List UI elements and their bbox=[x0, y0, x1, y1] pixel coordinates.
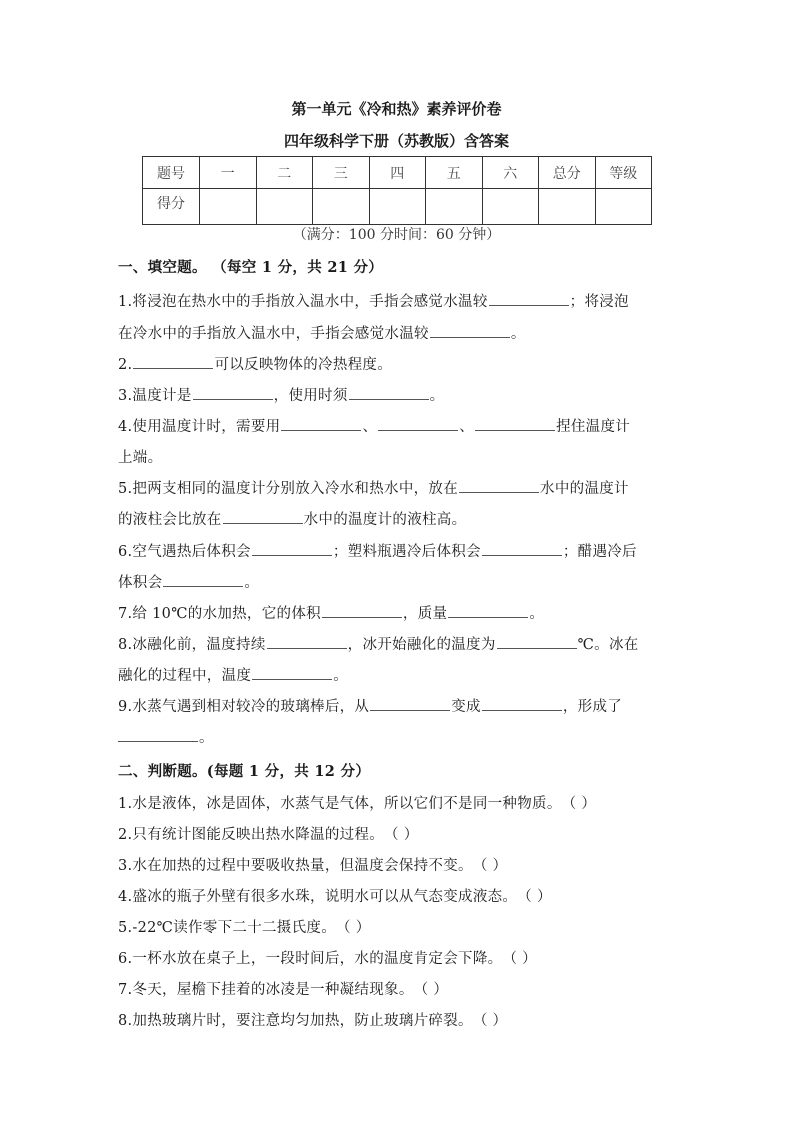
section2-heading: 二、判断题。(每题 1 分，共 12 分） bbox=[118, 763, 371, 780]
line-text: 6.空气遇热后体积会 bbox=[118, 544, 251, 560]
answer-blank[interactable] bbox=[482, 698, 562, 711]
judge-item bbox=[118, 978, 448, 999]
header-cell: 二 bbox=[256, 157, 313, 189]
fill-line bbox=[118, 695, 622, 716]
fill-line bbox=[118, 290, 629, 311]
line-text: 1.将浸泡在热水中的手指放入温水中，手指会感觉水温较 bbox=[118, 294, 488, 310]
judge-text: 1.水是液体，冰是固体，水蒸气是气体，所以它们不是同一种物质。 bbox=[118, 796, 562, 812]
answer-blank[interactable] bbox=[497, 636, 577, 649]
score-cell[interactable] bbox=[313, 189, 370, 225]
line-text: ，形成了 bbox=[562, 699, 623, 715]
line-text: 体积会 bbox=[118, 575, 163, 591]
fill-line bbox=[118, 353, 392, 374]
judge-item bbox=[118, 885, 552, 906]
line-text: ；塑料瓶遇冷后体积会 bbox=[332, 544, 481, 560]
header-cell: 一 bbox=[200, 157, 257, 189]
score-cell[interactable] bbox=[369, 189, 426, 225]
fill-line bbox=[118, 384, 444, 405]
line-text: ，质量 bbox=[402, 606, 448, 622]
line-text: 5.把两支相同的温度计分别放入冷水和热水中，放在 bbox=[118, 481, 459, 497]
line-text: 。 bbox=[244, 575, 260, 591]
fill-line bbox=[118, 415, 630, 436]
answer-parentheses[interactable]: （ ） bbox=[502, 951, 537, 967]
answer-blank[interactable] bbox=[475, 418, 555, 431]
line-text: 上端。 bbox=[118, 450, 163, 466]
score-cell[interactable] bbox=[200, 189, 257, 225]
judge-item bbox=[118, 947, 537, 968]
line-text: ；将浸泡 bbox=[569, 294, 629, 310]
line-text: 在冷水中的手指放入温水中，手指会感觉水温较 bbox=[118, 326, 429, 342]
line-text: 变成 bbox=[451, 699, 481, 715]
answer-blank[interactable] bbox=[252, 667, 332, 680]
fill-line bbox=[118, 664, 348, 685]
line-text: 、 bbox=[362, 419, 378, 435]
header-cell: 五 bbox=[426, 157, 483, 189]
line-text: 的液柱会比放在 bbox=[118, 512, 222, 528]
line-text: ；醋遇冷后 bbox=[562, 544, 637, 560]
line-text: 可以反映物体的冷热程度。 bbox=[214, 357, 393, 373]
line-text: 。 bbox=[429, 388, 445, 404]
line-text: 。 bbox=[510, 326, 526, 342]
line-text: 水中的温度计 bbox=[540, 481, 629, 497]
score-cell[interactable] bbox=[595, 189, 652, 225]
score-cell[interactable] bbox=[256, 189, 313, 225]
document-title: 第一单元《冷和热》素养评价卷 bbox=[291, 100, 502, 118]
fill-line bbox=[118, 446, 162, 467]
score-cell[interactable] bbox=[426, 189, 483, 225]
answer-blank[interactable] bbox=[489, 293, 569, 306]
line-text: 3.温度计是 bbox=[118, 388, 192, 404]
judge-item bbox=[118, 916, 371, 937]
answer-blank[interactable] bbox=[430, 325, 510, 338]
score-cell[interactable] bbox=[539, 189, 596, 225]
fill-line bbox=[118, 602, 544, 623]
score-table-score-row bbox=[143, 189, 652, 225]
answer-blank[interactable] bbox=[223, 511, 303, 524]
answer-blank[interactable] bbox=[322, 605, 402, 618]
line-text: 捏住温度计 bbox=[556, 419, 631, 435]
answer-parentheses[interactable]: （ ） bbox=[472, 858, 508, 874]
answer-parentheses[interactable]: （ ） bbox=[384, 827, 419, 843]
header-cell: 六 bbox=[482, 157, 539, 189]
judge-text: 7.冬天，屋檐下挂着的冰凌是一种凝结现象。 bbox=[118, 982, 414, 998]
judge-text: 2.只有统计图能反映出热水降温的过程。 bbox=[118, 827, 385, 843]
line-text: ℃。冰在 bbox=[577, 637, 639, 653]
judge-item bbox=[118, 823, 419, 844]
line-text: 。 bbox=[199, 730, 214, 746]
answer-blank[interactable] bbox=[267, 636, 347, 649]
judge-text: 4.盛冰的瓶子外壁有很多水珠，说明水可以从气态变成液态。 bbox=[118, 889, 518, 905]
line-text: 8.冰融化前，温度持续 bbox=[118, 637, 266, 653]
judge-text: 3.水在加热的过程中要吸收热量，但温度会保持不变。 bbox=[118, 858, 473, 874]
line-text: 4.使用温度计时，需要用 bbox=[118, 419, 281, 435]
answer-blank[interactable] bbox=[252, 543, 332, 556]
header-cell: 题号 bbox=[143, 157, 200, 189]
score-cell[interactable] bbox=[482, 189, 539, 225]
judge-text: 5.-22℃读作零下二十二摄氏度。 bbox=[118, 920, 337, 936]
answer-parentheses[interactable]: （ ） bbox=[413, 982, 449, 998]
row-label: 得分 bbox=[143, 189, 200, 225]
judge-item bbox=[118, 1009, 507, 1030]
fill-line bbox=[118, 726, 214, 747]
answer-parentheses[interactable]: （ ） bbox=[472, 1013, 508, 1029]
answer-blank[interactable] bbox=[193, 387, 273, 400]
line-text: 水中的温度计的液柱高。 bbox=[303, 512, 467, 528]
answer-blank[interactable] bbox=[133, 356, 213, 369]
line-text: 。 bbox=[333, 668, 349, 684]
line-text: 7.给 10℃的水加热，它的体积 bbox=[118, 606, 321, 622]
header-cell: 等级 bbox=[595, 157, 652, 189]
fill-line bbox=[118, 508, 466, 529]
answer-blank[interactable] bbox=[163, 574, 243, 587]
fill-line bbox=[118, 322, 526, 343]
answer-blank[interactable] bbox=[281, 418, 361, 431]
answer-blank[interactable] bbox=[459, 480, 539, 493]
line-text: ，冰开始融化的温度为 bbox=[347, 637, 496, 653]
answer-parentheses[interactable]: （ ） bbox=[517, 889, 552, 905]
header-cell: 总分 bbox=[539, 157, 596, 189]
exam-info: （满分：100 分时间：60 分钟） bbox=[292, 227, 501, 243]
answer-parentheses[interactable]: （ ） bbox=[561, 796, 597, 812]
document-subtitle: 四年级科学下册（苏教版）含答案 bbox=[283, 132, 509, 150]
judge-item bbox=[118, 792, 596, 813]
answer-blank[interactable] bbox=[370, 698, 450, 711]
judge-text: 8.加热玻璃片时，要注意均匀加热，防止玻璃片碎裂。 bbox=[118, 1013, 473, 1029]
judge-item bbox=[118, 854, 507, 875]
fill-line bbox=[118, 633, 639, 654]
section1-heading: 一、填空题。 （每空 1 分，共 21 分） bbox=[118, 259, 384, 276]
header-cell: 三 bbox=[313, 157, 370, 189]
header-cell: 四 bbox=[369, 157, 426, 189]
fill-line bbox=[118, 540, 637, 561]
answer-blank[interactable] bbox=[482, 543, 562, 556]
answer-blank[interactable] bbox=[349, 387, 429, 400]
answer-blank[interactable] bbox=[378, 418, 458, 431]
answer-blank[interactable] bbox=[448, 605, 528, 618]
line-text: 、 bbox=[459, 419, 475, 435]
line-text: 2. bbox=[118, 357, 133, 373]
fill-line bbox=[118, 571, 259, 592]
score-table-header-row bbox=[143, 157, 652, 189]
score-table bbox=[142, 156, 652, 225]
answer-parentheses[interactable]: （ ） bbox=[336, 920, 371, 936]
line-text: 。 bbox=[529, 606, 545, 622]
line-text: ，使用时须 bbox=[273, 388, 348, 404]
line-text: 融化的过程中，温度 bbox=[118, 668, 252, 684]
answer-blank[interactable] bbox=[118, 729, 198, 742]
fill-line bbox=[118, 477, 629, 498]
judge-text: 6.一杯水放在桌子上，一段时间后，水的温度肯定会下降。 bbox=[118, 951, 503, 967]
line-text: 9.水蒸气遇到相对较冷的玻璃棒后，从 bbox=[118, 699, 370, 715]
